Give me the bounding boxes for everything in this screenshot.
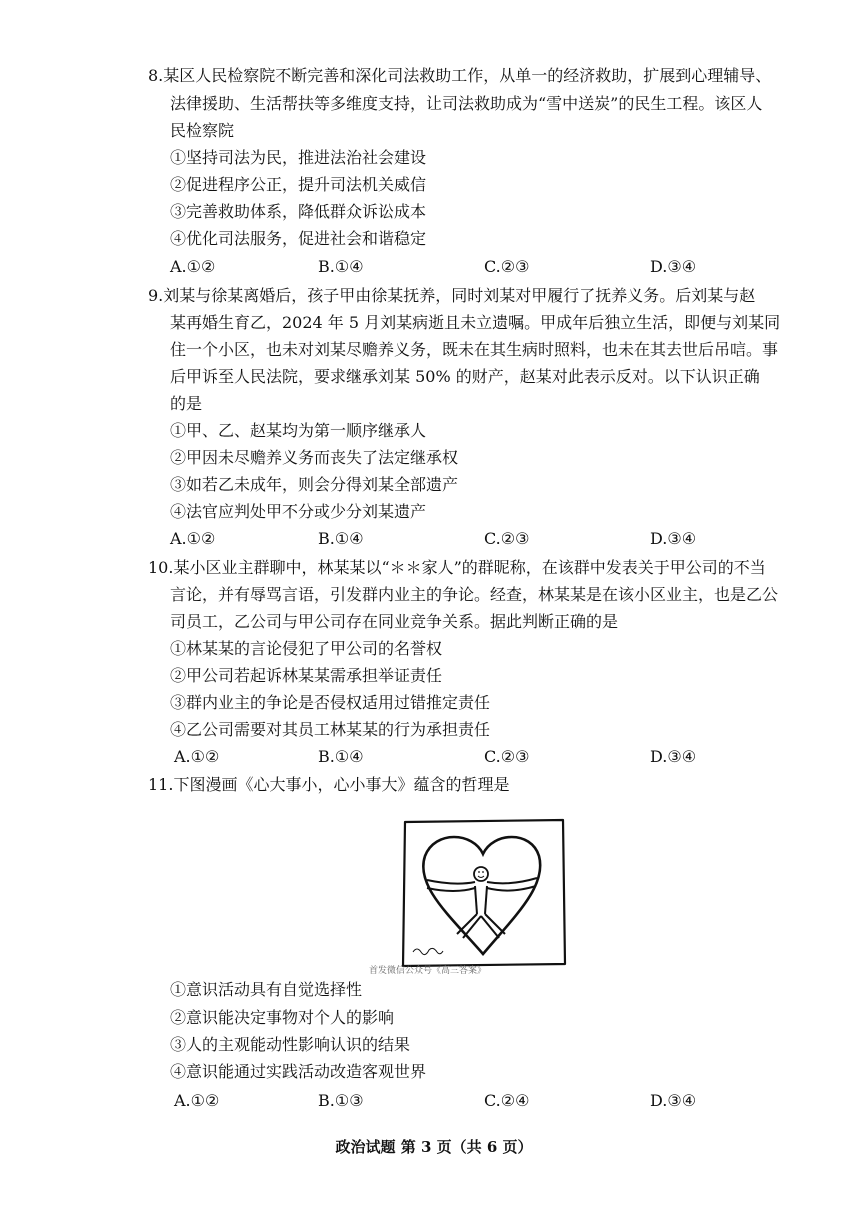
- q11-option-4: ④意识能通过实践活动改造客观世界: [170, 1062, 427, 1081]
- figure-caption: 首发微信公众号《高三答案》: [369, 966, 487, 976]
- q11-option-3: ③人的主观能动性影响认识的结果: [170, 1035, 411, 1054]
- q10-choice-d: D.③④: [650, 747, 697, 766]
- q10-choice-b: B.①④: [318, 747, 364, 766]
- q10-option-4: ④乙公司需要对其员工林某某的行为承担责任: [170, 720, 491, 739]
- q9-choice-c: C.②③: [484, 529, 530, 548]
- q8-option-3: ③完善救助体系，降低群众诉讼成本: [170, 202, 427, 221]
- q9-choice-a: A.①②: [170, 529, 216, 548]
- q11-stem: 11.下图漫画《心大事小，心小事大》蕴含的哲理是: [148, 775, 510, 794]
- q9-stem-line-2: 某再婚生育乙，2024 年 5 月刘某病逝且未立遗嘱。甲成年后独立生活，即便与刘某同: [170, 313, 781, 332]
- q9-choice-d: D.③④: [650, 529, 697, 548]
- q9-option-4: ④法官应判处甲不分或少分刘某遗产: [170, 502, 427, 521]
- q10-choice-a: A.①②: [174, 747, 220, 766]
- page-footer: 政治试题 第 3 页（共 6 页）: [335, 1138, 533, 1156]
- q11-choice-b: B.①③: [318, 1091, 364, 1110]
- q9-option-3: ③如若乙未成年，则会分得刘某全部遗产: [170, 475, 459, 494]
- q10-option-3: ③群内业主的争论是否侵权适用过错推定责任: [170, 693, 491, 712]
- q8-choice-b: B.①④: [318, 257, 364, 276]
- q9-option-2: ②甲因未尽赡养义务而丧失了法定继承权: [170, 448, 459, 467]
- q8-option-4: ④优化司法服务，促进社会和谐稳定: [170, 229, 427, 248]
- q11-choice-a: A.①②: [174, 1091, 220, 1110]
- q10-stem-line-3: 司员工，乙公司与甲公司存在同业竞争关系。据此判断正确的是: [170, 612, 619, 631]
- q10-choice-c: C.②③: [484, 747, 530, 766]
- q8-option-2: ②促进程序公正，提升司法机关威信: [170, 175, 427, 194]
- q8-stem-line-3: 民检察院: [170, 121, 235, 140]
- q9-option-1: ①甲、乙、赵某均为第一顺序继承人: [170, 421, 427, 440]
- q8-stem-line-1: 8.某区人民检察院不断完善和深化司法救助工作，从单一的经济救助，扩展到心理辅导、: [148, 66, 772, 85]
- q11-choice-d: D.③④: [650, 1091, 697, 1110]
- q8-stem-line-2: 法律援助、生活帮扶等多维度支持，让司法救助成为“雪中送炭”的民生工程。该区人: [170, 94, 763, 113]
- heart-cartoon-image: [395, 816, 570, 971]
- q8-choice-a: A.①②: [170, 257, 216, 276]
- q10-option-1: ①林某某的言论侵犯了甲公司的名誉权: [170, 639, 443, 658]
- q11-option-2: ②意识能决定事物对个人的影响: [170, 1008, 395, 1027]
- q9-stem-line-1: 9.刘某与徐某离婚后，孩子甲由徐某抚养，同时刘某对甲履行了抚养义务。后刘某与赵: [148, 286, 756, 305]
- q10-option-2: ②甲公司若起诉林某某需承担举证责任: [170, 666, 443, 685]
- q9-stem-line-4: 后甲诉至人民法院，要求继承刘某 50% 的财产，赵某对此表示反对。以下认识正确: [170, 367, 760, 386]
- q8-choice-d: D.③④: [650, 257, 697, 276]
- q8-choice-c: C.②③: [484, 257, 530, 276]
- q9-choice-b: B.①④: [318, 529, 364, 548]
- q11-option-1: ①意识活动具有自觉选择性: [170, 980, 363, 999]
- cartoon-figure: [395, 816, 570, 971]
- q10-stem-line-2: 言论，并有辱骂言语，引发群内业主的争论。经查，林某某是在该小区业主，也是乙公: [170, 585, 779, 604]
- q11-choice-c: C.②④: [484, 1091, 530, 1110]
- q9-stem-line-5: 的是: [170, 394, 203, 413]
- q9-stem-line-3: 住一个小区，也未对刘某尽赡养义务，既未在其生病时照料，也未在其去世后吊唁。事: [170, 340, 779, 359]
- q8-option-1: ①坚持司法为民，推进法治社会建设: [170, 148, 427, 167]
- q10-stem-line-1: 10.某小区业主群聊中，林某某以“＊＊家人”的群昵称，在该群中发表关于甲公司的不当: [148, 558, 766, 577]
